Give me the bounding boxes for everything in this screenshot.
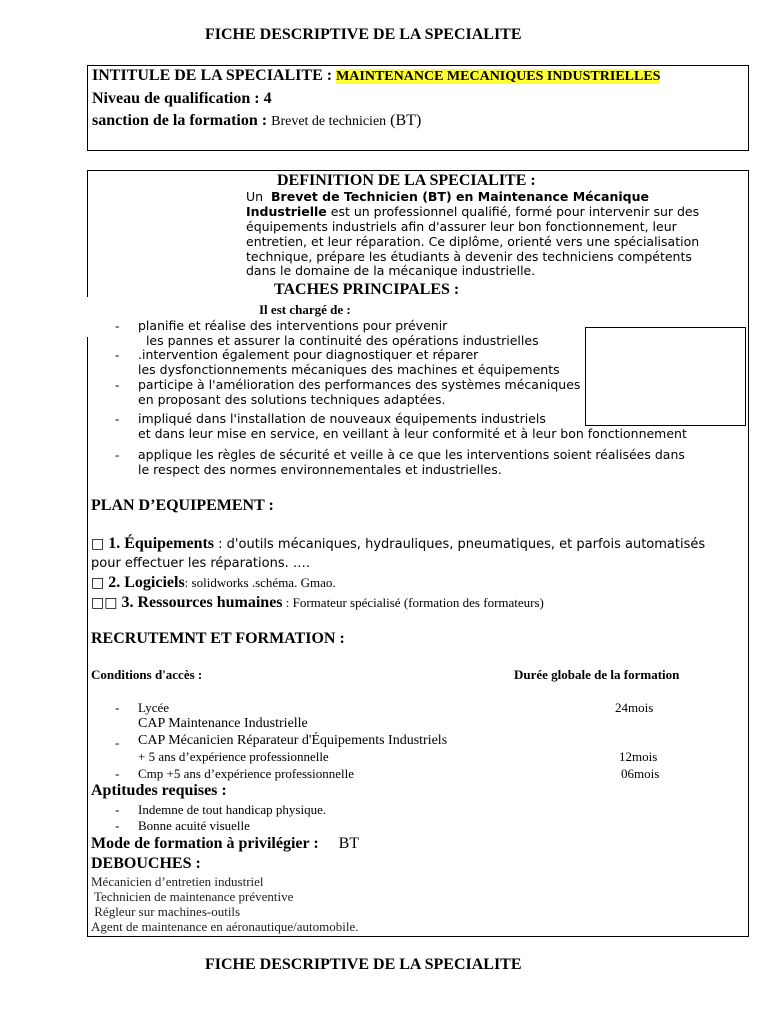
ressources-label: 3. Ressources humaines <box>121 594 283 611</box>
sanction-line <box>92 112 421 130</box>
condition-b: + 5 ans d’expérience professionnelle <box>138 749 329 764</box>
checkbox-icon: □ <box>91 575 105 591</box>
border-gap <box>86 297 89 337</box>
definition-bold: Brevet de Technicien (BT) en Maintenance Mécanique <box>271 189 650 204</box>
definition-pre: Un <box>246 189 272 204</box>
bullet-dash: - <box>115 347 120 362</box>
debouches-title: DEBOUCHES : <box>91 855 201 872</box>
definition-pre: entretien, et leur réparation. Ce diplôme, orienté vers une spécialisation <box>246 234 700 249</box>
sanction-abbr: (BT) <box>390 112 422 129</box>
plan-equipements <box>91 535 705 553</box>
tache-line: et dans leur mise en service, en veillant à leur conformité et à leur bon fonctionnement <box>138 426 687 441</box>
definition-pre: dans le domaine de la mécanique industrielle. <box>246 263 536 278</box>
bullet-dash: - <box>115 447 120 462</box>
tache-line: le respect des normes environnementales et industrielles. <box>138 462 502 477</box>
equipements-label: 1. Équipements <box>108 535 215 552</box>
intitule-line <box>92 67 660 85</box>
aptitude-item: Indemne de tout handicap physique. <box>138 802 327 817</box>
condition-b: CAP Maintenance Industrielle <box>138 716 308 731</box>
duree-label: Durée globale de la formation <box>514 667 680 682</box>
debouche-item: Régleur sur machines-outils <box>91 904 241 919</box>
definition-title: DEFINITION DE LA SPECIALITE : <box>277 172 536 189</box>
definition-bold: Industrielle <box>246 204 327 219</box>
condition-a: CAP Mécanicien Réparateur d'Équipements Industriels <box>138 733 448 748</box>
tache-line: planifie et réalise des interventions pour prévenir <box>138 318 448 333</box>
bullet-dash: - <box>115 802 120 817</box>
definition-line <box>246 263 535 278</box>
bullet-dash: - <box>115 766 120 781</box>
tache-line: .intervention également pour diagnostiquer et réparer <box>138 347 479 362</box>
debouche-item: Mécanicien d’entretien industriel <box>91 874 264 889</box>
taches-subtitle: Il est chargé de : <box>259 302 351 317</box>
tache-line: impliqué dans l'installation de nouveaux équipements industriels <box>138 411 546 426</box>
intitule-box <box>87 65 749 151</box>
mode-line <box>91 835 359 853</box>
bullet-dash: - <box>115 377 120 392</box>
tache-line: les dysfonctionnements mécaniques des machines et équipements <box>138 362 560 377</box>
aptitude-item: Bonne acuité visuelle <box>138 818 250 833</box>
tache-line: applique les règles de sécurité et veille à ce que les interventions soient réalisées dans <box>138 447 685 462</box>
tache-line: participe à l'amélioration des performances des systèmes mécaniques <box>138 377 581 392</box>
equipements-text-2: pour effectuer les réparations. …. <box>91 556 311 571</box>
duree-value: 12mois <box>619 749 658 764</box>
conditions-label: Conditions d'accès : <box>91 667 203 682</box>
bullet-dash: - <box>115 818 120 833</box>
checkbox-icon: □ <box>91 595 105 611</box>
plan-ressources <box>91 594 544 612</box>
definition-line <box>246 204 699 219</box>
debouche-item: Technicien de maintenance préventive <box>91 889 294 904</box>
condition-a: Cmp +5 ans d’expérience professionnelle <box>138 766 354 781</box>
bullet-dash: - <box>115 735 120 750</box>
duree-value: 06mois <box>621 766 660 781</box>
checkbox-icon: □ <box>91 536 105 552</box>
specialite-name: MAINTENANCE MECANIQUES INDUSTRIELLES <box>336 69 661 84</box>
mode-label: Mode de formation à privilégier : <box>91 835 319 852</box>
definition-line <box>246 234 699 249</box>
aptitudes-title: Aptitudes requises : <box>91 782 227 799</box>
sanction-label: sanction de la formation : <box>92 112 268 129</box>
bullet-dash: - <box>115 411 120 426</box>
definition-line <box>246 189 649 204</box>
logiciels-text: : solidworks .schéma. Gmao. <box>184 575 336 590</box>
footer-title: FICHE DESCRIPTIVE DE LA SPECIALITE <box>205 956 522 973</box>
definition-pre: technique, prépare les étudiants à devenir des techniciens compétents <box>246 249 692 264</box>
page-title: FICHE DESCRIPTIVE DE LA SPECIALITE <box>205 26 522 43</box>
plan-logiciels <box>91 574 336 592</box>
sanction-value: Brevet de technicien <box>271 114 387 129</box>
definition-post: est un professionnel qualifié, formé pour intervenir sur des <box>326 204 700 219</box>
empty-frame <box>585 327 746 426</box>
checkbox-icon: □ <box>104 595 118 611</box>
bullet-dash: - <box>115 318 120 333</box>
niveau-qualification: Niveau de qualification : 4 <box>92 90 272 107</box>
tache-line: en proposant des solutions techniques adaptées. <box>138 392 446 407</box>
recrutement-title: RECRUTEMNT ET FORMATION : <box>91 630 345 647</box>
definition-pre: équipements industriels afin d'assurer leur bon fonctionnement, leur <box>246 219 677 234</box>
taches-title: TACHES PRINCIPALES : <box>274 281 460 298</box>
tache-line: les pannes et assurer la continuité des opérations industrielles <box>138 333 539 348</box>
intitule-label: INTITULE DE LA SPECIALITE : <box>92 67 333 84</box>
mode-value: BT <box>338 835 360 852</box>
debouche-item: Agent de maintenance en aéronautique/automobile. <box>91 919 359 934</box>
duree-value: 24mois <box>615 700 654 715</box>
ressources-text: : Formateur spécialisé (formation des formateurs) <box>282 595 544 610</box>
bullet-dash: - <box>115 700 120 715</box>
plan-title: PLAN D’EQUIPEMENT : <box>91 497 274 514</box>
definition-line <box>246 249 692 264</box>
equipements-text: : d'outils mécaniques, hydrauliques, pneumatiques, et parfois automatisés <box>214 537 706 552</box>
definition-line <box>246 219 677 234</box>
logiciels-label: 2. Logiciels <box>108 574 185 591</box>
condition-a: Lycée <box>138 700 170 715</box>
